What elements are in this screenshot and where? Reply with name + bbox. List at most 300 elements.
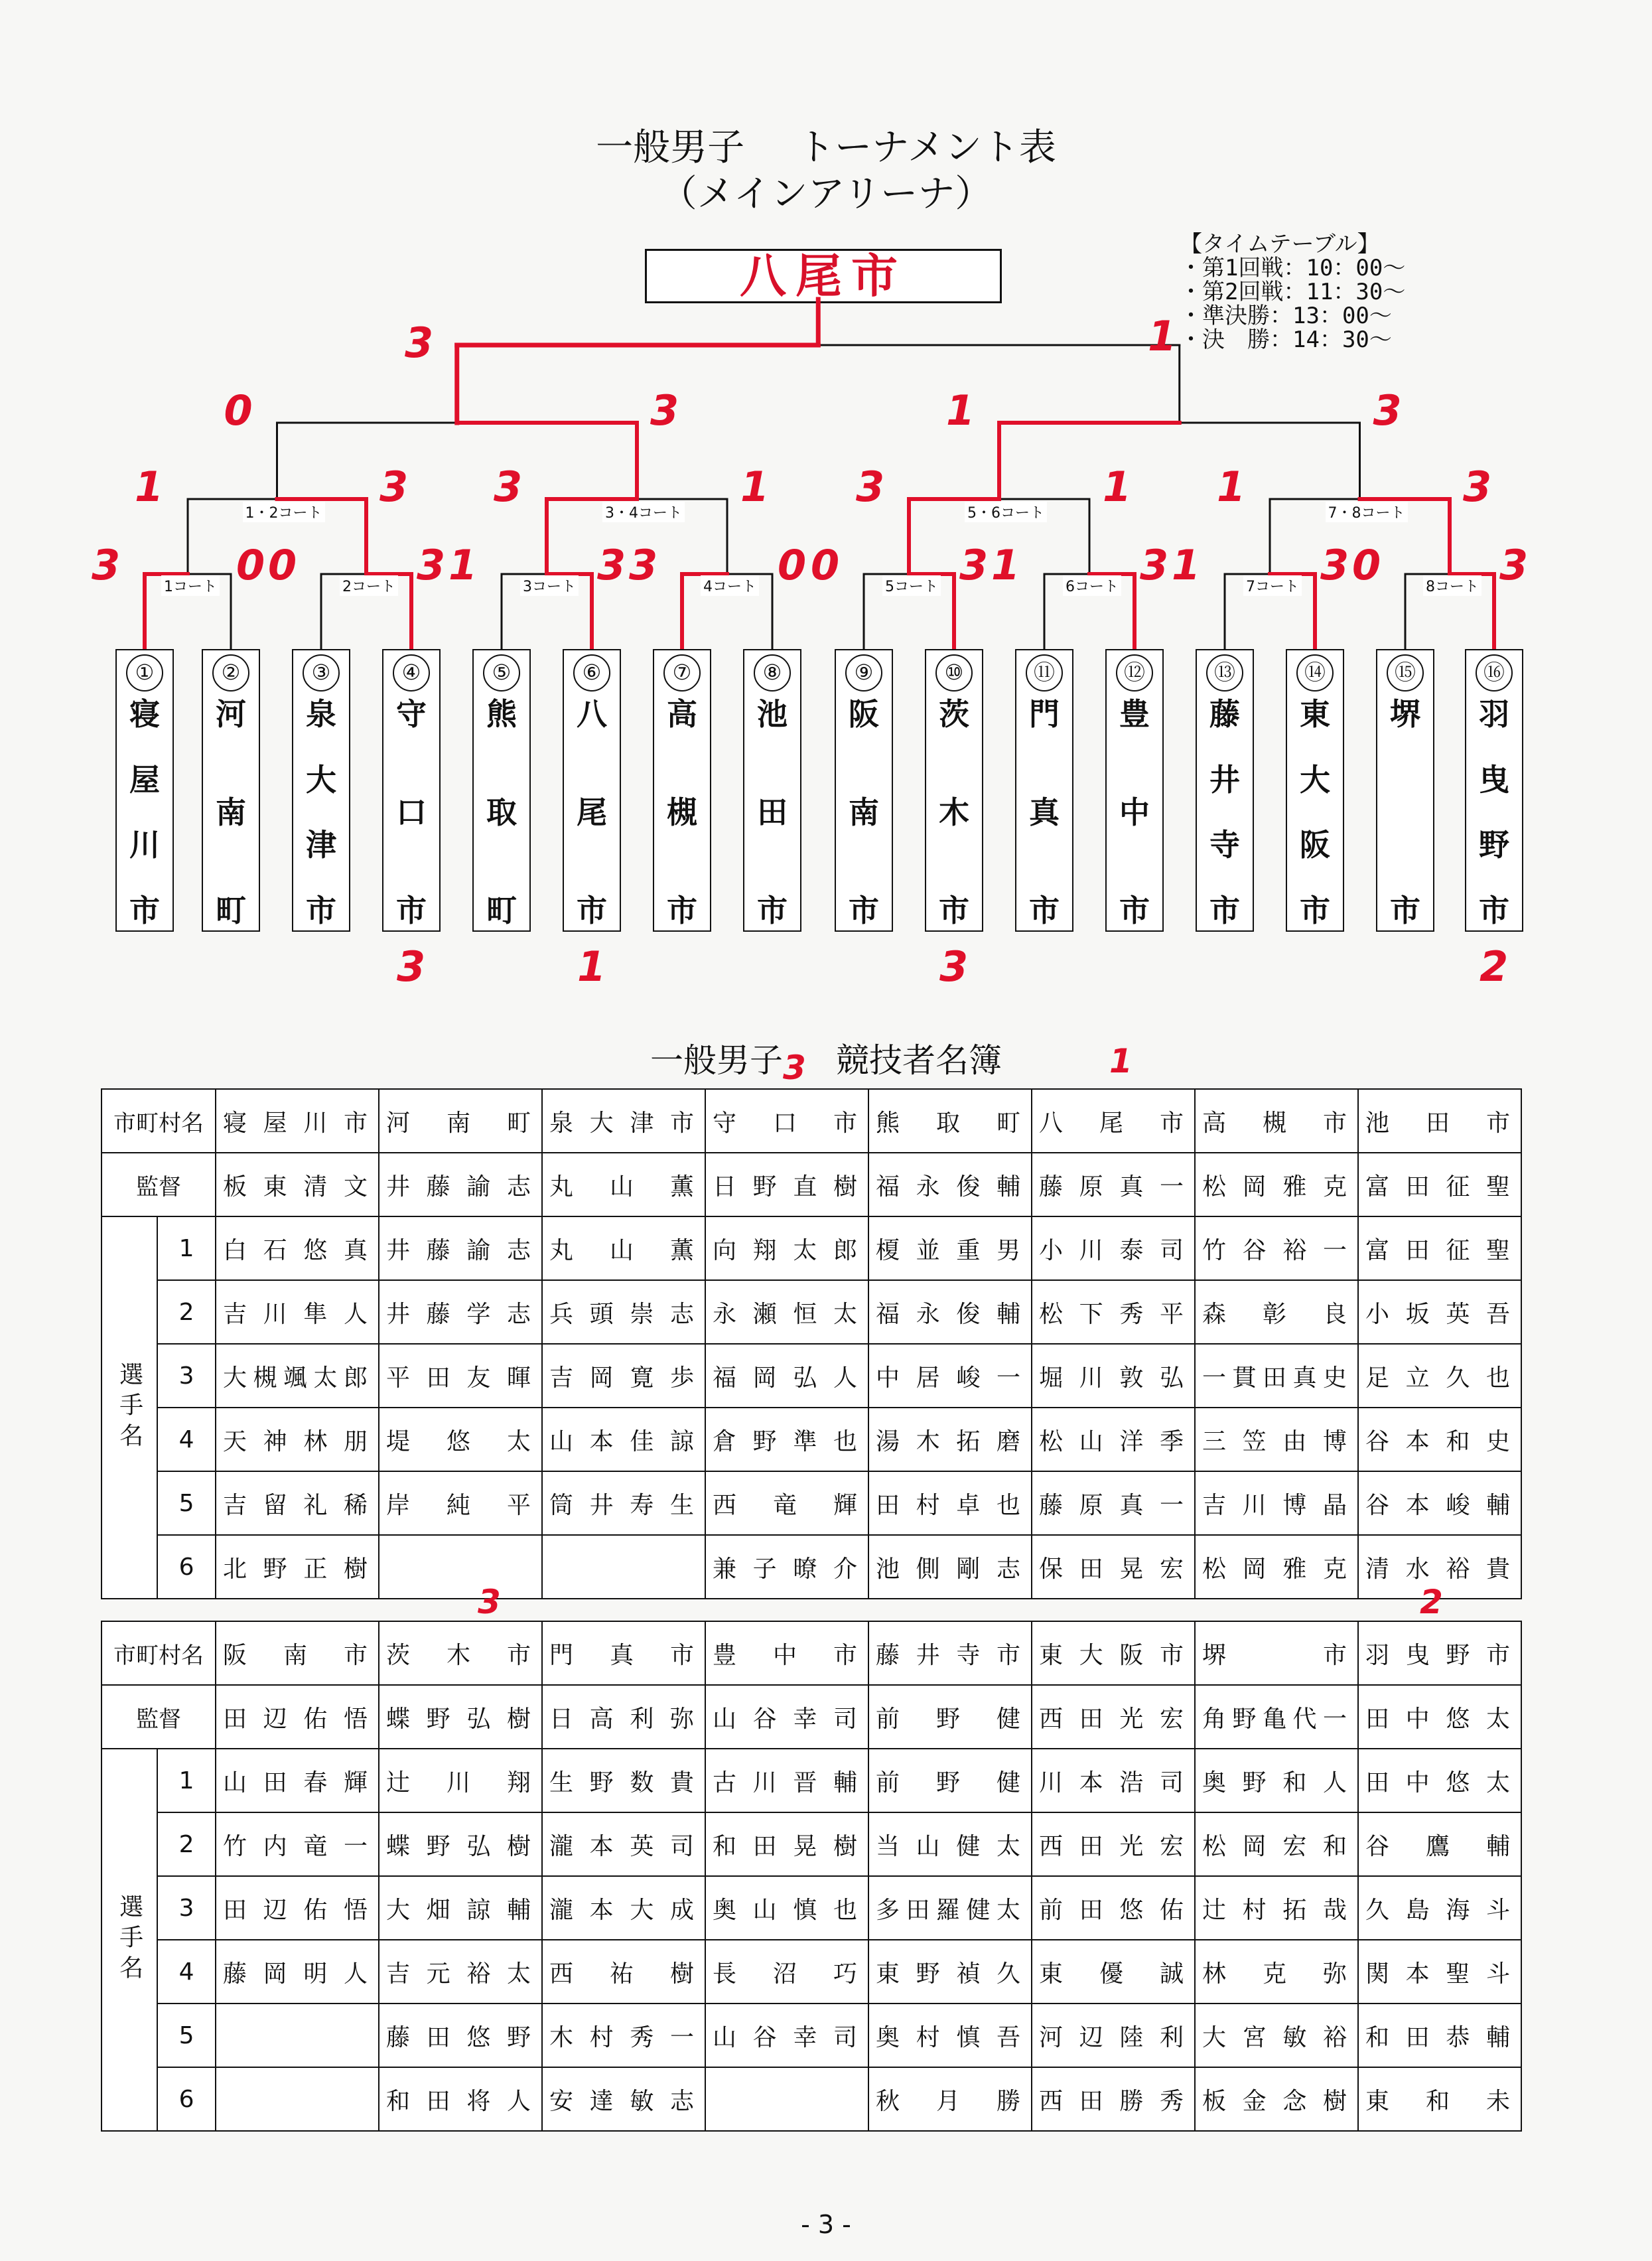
team-box [563,649,621,932]
team-name-char: 藤 [1209,696,1240,732]
player-name: 福永俊輔 [868,1280,1032,1344]
team-name-char: 市 [1119,893,1150,928]
team-number: ⑧ [754,654,791,692]
player-name: 久島海斗 [1358,1876,1521,1940]
team-number: ⑬ [1206,654,1243,692]
team-number: ② [212,654,249,692]
player-name: 池側剛志 [868,1535,1032,1599]
court-label: 1コート [161,575,220,596]
city-name: 池田市 [1358,1089,1521,1153]
player-name: 谷本和史 [1358,1408,1521,1471]
player-name: 板金念樹 [1195,2067,1358,2131]
team-name-char: 大 [306,761,336,798]
player-name: 藤田悠野 [379,2004,542,2067]
player-name: 西田光宏 [1032,1812,1195,1876]
team-name-char: 茨 [939,696,969,732]
roster-player-row [102,1749,1521,1812]
roster-player-row [102,2067,1521,2131]
team-name [1016,697,1072,928]
coach-name: 前野健 [868,1685,1032,1749]
roster-player-row [102,1535,1521,1599]
team-name-char: 口 [396,794,427,830]
player-name: 森彰良 [1195,1280,1358,1344]
score-mark: 1 [1217,463,1246,511]
team-name-char: 市 [1390,893,1420,928]
roster-player-row [102,1471,1521,1535]
team-box [925,649,983,932]
court-label: 1・2コート [243,502,325,522]
coach-name: 山谷幸司 [705,1685,868,1749]
score-mark: 1 [577,942,606,991]
team-name-char: 豊 [1119,696,1150,732]
coach-name: 福永俊輔 [868,1153,1032,1216]
score-mark: 3 [92,541,121,589]
team-name-char: 門 [1029,696,1060,732]
score-mark: 0 [224,386,253,435]
team-name [117,697,172,928]
team-name-char: 阪 [849,696,879,732]
player-name: 東野禎久 [868,1940,1032,2004]
score-mark: 1 [1172,541,1201,589]
player-name: 和田晃樹 [705,1812,868,1876]
coach-name: 日高利弥 [542,1685,705,1749]
players-label: 選手名 [102,1216,157,1599]
player-name: 吉岡寛歩 [542,1344,705,1408]
team-name-char: 市 [939,893,969,928]
player-name: 向翔太郎 [705,1216,868,1280]
team-name [926,697,982,928]
player-name: 吉留礼稀 [216,1471,379,1535]
player-name: 奥野和人 [1195,1749,1358,1812]
team-name [744,697,800,928]
court-label: 5・6コート [965,502,1047,522]
player-index: 3 [157,1344,216,1408]
player-name: 蝶野弘樹 [379,1812,542,1876]
team-box [835,649,893,932]
player-name: 岸純平 [379,1471,542,1535]
player-name: 小川泰司 [1032,1216,1195,1280]
court-label: 2コート [340,575,398,596]
court-label: 6コート [1063,575,1121,596]
player-name: 足立久也 [1358,1344,1521,1408]
team-name-char: 市 [667,893,697,928]
score-mark: 1 [135,463,164,511]
team-name-char: 寝 [129,696,160,732]
player-name: 兼子暸介 [705,1535,868,1599]
player-name-empty [379,1535,542,1599]
score-mark: 3 [856,463,885,511]
page-title: 一般男子 トーナメント表 [596,126,1056,169]
roster-player-row [102,1876,1521,1940]
annotation-mark: 1 [1109,1042,1133,1080]
team-number: ⑨ [845,654,882,692]
player-name: 松岡宏和 [1195,1812,1358,1876]
team-name [1377,697,1433,928]
player-name: 堤悠太 [379,1408,542,1471]
court-label: 8コート [1423,575,1481,596]
team-box [1015,649,1073,932]
score-mark: 1 [946,386,975,435]
team-name-char: 寺 [1209,827,1240,863]
roster-coach-row [102,1153,1521,1216]
city-name: 泉大津市 [542,1089,705,1153]
player-name: 一貫田真史 [1195,1344,1358,1408]
team-name [654,697,710,928]
player-name: 吉元裕太 [379,1940,542,2004]
player-index: 3 [157,1876,216,1940]
score-mark: 3 [597,541,626,589]
roster-player-row [102,1344,1521,1408]
coach-name: 板東清文 [216,1153,379,1216]
coach-name: 田中悠太 [1358,1685,1521,1749]
timetable-row: ・第1回戦：10：00〜 [1180,255,1406,281]
roster-title: 一般男子 競技者名簿 [650,1041,1002,1080]
city-name: 豊中市 [705,1621,868,1685]
player-name: 松下秀平 [1032,1280,1195,1344]
city-name: 羽曳野市 [1358,1621,1521,1685]
player-name: 兵頭崇志 [542,1280,705,1344]
player-index: 1 [157,1216,216,1280]
court-label: 3コート [520,575,579,596]
team-number: ④ [393,654,430,692]
roster-player-row [102,1280,1521,1344]
team-name-char: 津 [306,827,336,863]
score-mark: 1 [991,541,1020,589]
player-name: 林克弥 [1195,1940,1358,2004]
team-name-char: 尾 [577,794,607,830]
player-name: 山田春輝 [216,1749,379,1812]
score-mark: 0 [811,541,840,589]
team-name-char: 大 [1300,761,1330,798]
player-name: 三笠由博 [1195,1408,1358,1471]
player-name: 田辺佑悟 [216,1876,379,1940]
city-name: 河南町 [379,1089,542,1153]
player-name: 山本佳諒 [542,1408,705,1471]
team-number: ⑤ [483,654,520,692]
timetable-row: ・準決勝：13：00〜 [1180,303,1392,329]
winner-box: 八尾市 [645,249,1002,303]
city-name: 阪南市 [216,1621,379,1685]
player-name: 筒井寿生 [542,1471,705,1535]
city-name: 堺市 [1195,1621,1358,1685]
player-name: 西竜輝 [705,1471,868,1535]
roster-header-row [102,1089,1521,1153]
roster-player-row [102,1812,1521,1876]
player-index: 6 [157,1535,216,1599]
team-name-char: 南 [216,794,246,830]
coach-name: 松岡雅克 [1195,1153,1358,1216]
player-name: 河辺陸利 [1032,2004,1195,2067]
player-name: 吉川隼人 [216,1280,379,1344]
player-name: 白石悠真 [216,1216,379,1280]
player-name: 藤岡明人 [216,1940,379,2004]
team-name-char: 屋 [129,761,160,798]
player-name: 清水裕貴 [1358,1535,1521,1599]
player-name: 川本浩司 [1032,1749,1195,1812]
player-name: 吉川博晶 [1195,1471,1358,1535]
score-mark: 3 [939,942,969,991]
team-name-char: 羽 [1479,696,1509,732]
team-name-char: 市 [849,893,879,928]
player-name: 福岡弘人 [705,1344,868,1408]
team-number: ⑦ [663,654,701,692]
team-name-char: 野 [1479,827,1509,863]
player-name: 当山健太 [868,1812,1032,1876]
player-name: 山谷幸司 [705,2004,868,2067]
player-index: 2 [157,1812,216,1876]
coach-name: 日野直樹 [705,1153,868,1216]
score-mark: 3 [650,386,679,435]
team-name-char: 市 [757,893,788,928]
player-name: 秋月勝 [868,2067,1032,2131]
team-name-char: 市 [129,892,160,928]
player-index: 1 [157,1749,216,1812]
score-mark: 3 [1320,541,1349,589]
court-label: 4コート [701,575,759,596]
score-mark: 3 [494,463,523,511]
team-name [1466,697,1522,928]
team-box [743,649,801,932]
player-name: 瀧本大成 [542,1876,705,1940]
team-number: ⑭ [1296,654,1334,692]
city-name: 茨木市 [379,1621,542,1685]
team-name [1107,697,1162,928]
team-name-char: 町 [216,893,246,928]
coach-name: 丸山薫 [542,1153,705,1216]
player-index: 5 [157,2004,216,2067]
team-box [1376,649,1434,932]
team-name-char: 堺 [1390,696,1420,732]
team-name [474,697,529,928]
city-name: 東大阪市 [1032,1621,1195,1685]
team-name [836,697,892,928]
player-name: 木村秀一 [542,2004,705,2067]
player-index: 4 [157,1408,216,1471]
score-mark: 1 [740,463,770,511]
annotation-mark: 3 [478,1583,501,1621]
team-name-char: 井 [1209,761,1240,798]
team-name-char: 市 [306,892,336,928]
team-name-char: 泉 [306,696,336,732]
team-box [202,649,260,932]
score-mark: 0 [1352,541,1381,589]
court-label: 3・4コート [602,502,685,522]
city-name: 門真市 [542,1621,705,1685]
team-name [564,697,620,928]
player-name: 大畑諒輔 [379,1876,542,1940]
team-box [382,649,441,932]
annotation-mark: 3 [783,1049,806,1087]
player-name: 竹谷裕一 [1195,1216,1358,1280]
player-name: 西田勝秀 [1032,2067,1195,2131]
timetable-heading: 【タイムテーブル】 [1180,231,1380,257]
score-mark: 3 [1463,463,1492,511]
team-name [203,697,259,928]
team-name-char: 八 [577,696,607,732]
player-name: 井藤学志 [379,1280,542,1344]
player-name: 和田恭輔 [1358,2004,1521,2067]
team-box [1465,649,1523,932]
player-name: 長沼巧 [705,1940,868,2004]
team-number: ③ [303,654,340,692]
coach-name: 蝶野弘樹 [379,1685,542,1749]
player-name: 東和未 [1358,2067,1521,2131]
player-name: 辻川翔 [379,1749,542,1812]
player-name: 谷鷹輔 [1358,1812,1521,1876]
player-name: 小坂英吾 [1358,1280,1521,1344]
team-name [293,697,349,928]
header-label: 市町村名 [102,1089,216,1153]
team-name-char: 高 [667,696,697,732]
court-label: 7・8コート [1326,502,1408,522]
score-mark: 3 [1140,541,1169,589]
score-mark: 2 [1480,942,1509,991]
score-mark: 0 [236,541,265,589]
roster-table-2 [101,1621,1522,2132]
team-name [383,697,439,928]
roster-player-row [102,1408,1521,1471]
player-name: 松岡雅克 [1195,1535,1358,1599]
score-mark: 3 [405,319,434,367]
player-name: 古川晋輔 [705,1749,868,1812]
score-mark: 1 [1103,463,1132,511]
team-name-char: 曳 [1479,761,1509,798]
player-name-empty [216,2067,379,2131]
player-name: 北野正樹 [216,1535,379,1599]
player-name-empty [216,2004,379,2067]
player-name: 辻村拓哉 [1195,1876,1358,1940]
city-name: 寝屋川市 [216,1089,379,1153]
roster-header-row [102,1621,1521,1685]
player-name: 永瀬恒太 [705,1280,868,1344]
team-name-char: 池 [757,696,788,732]
annotation-mark: 2 [1420,1583,1443,1621]
coach-name: 井藤諭志 [379,1153,542,1216]
city-name: 熊取町 [868,1089,1032,1153]
player-name: 田中悠太 [1358,1749,1521,1812]
player-name: 西祐樹 [542,1940,705,2004]
team-name-char: 市 [396,893,427,928]
team-number: ⑥ [573,654,610,692]
timetable-row: ・決 勝：14：30〜 [1180,327,1392,353]
team-name-char: 中 [1119,794,1150,830]
player-name: 平田友暉 [379,1344,542,1408]
player-name: 奥村慎吾 [868,2004,1032,2067]
coach-name: 西田光宏 [1032,1685,1195,1749]
score-mark: 0 [778,541,807,589]
team-name-char: 市 [1029,893,1060,928]
team-name-char: 阪 [1300,827,1330,863]
player-index: 4 [157,1940,216,2004]
coach-name: 富田征聖 [1358,1153,1521,1216]
player-index: 5 [157,1471,216,1535]
player-name: 湯木拓磨 [868,1408,1032,1471]
team-name-char: 槻 [667,794,697,830]
team-name-char: 南 [849,794,879,830]
team-box [472,649,531,932]
score-mark: 0 [268,541,297,589]
player-name: 和田将人 [379,2067,542,2131]
player-name: 大槻颯太郎 [216,1344,379,1408]
page-number: - 3 - [801,2210,851,2239]
player-name: 竹内竜一 [216,1812,379,1876]
team-number: ⑯ [1476,654,1513,692]
team-name [1197,697,1253,928]
player-name: 倉野準也 [705,1408,868,1471]
team-name-char: 市 [1209,892,1240,928]
team-name-char: 町 [486,893,517,928]
roster-table-1 [101,1088,1522,1599]
player-name: 谷本峻輔 [1358,1471,1521,1535]
player-name: 関本聖斗 [1358,1940,1521,2004]
team-box [1196,649,1254,932]
team-number: ⑮ [1387,654,1424,692]
page-subtitle: （メインアリーナ） [659,173,993,216]
player-name: 榎並重男 [868,1216,1032,1280]
team-number: ⑩ [935,654,973,692]
player-name: 大宮敏裕 [1195,2004,1358,2067]
team-name-char: 木 [939,794,969,830]
team-number: ① [126,654,163,692]
player-name: 瀧本英司 [542,1812,705,1876]
team-name-char: 市 [1300,892,1330,928]
score-mark: 3 [629,541,658,589]
city-name: 高槻市 [1195,1089,1358,1153]
court-label: 5コート [882,575,941,596]
team-number: ⑪ [1026,654,1063,692]
score-mark: 3 [417,541,446,589]
city-name: 八尾市 [1032,1089,1195,1153]
player-name-empty [542,1535,705,1599]
player-name: 天神林朋 [216,1408,379,1471]
player-name: 東優誠 [1032,1940,1195,2004]
team-name-char: 守 [396,696,427,732]
team-name-char: 真 [1029,794,1060,830]
roster-player-row [102,2004,1521,2067]
player-name: 井藤諭志 [379,1216,542,1280]
coach-name: 角野亀代一 [1195,1685,1358,1749]
player-name: 前野健 [868,1749,1032,1812]
team-box [1286,649,1344,932]
score-mark: 1 [1148,312,1177,360]
team-name-char: 取 [486,794,517,830]
coach-label: 監督 [102,1153,216,1216]
player-name: 丸山薫 [542,1216,705,1280]
player-name: 生野数貴 [542,1749,705,1812]
players-label: 選手名 [102,1749,157,2131]
player-name: 堀川敦弘 [1032,1344,1195,1408]
player-name: 田村卓也 [868,1471,1032,1535]
player-name-empty [705,2067,868,2131]
roster-player-row [102,1216,1521,1280]
header-label: 市町村名 [102,1621,216,1685]
player-name: 奥山慎也 [705,1876,868,1940]
player-name: 保田晃宏 [1032,1535,1195,1599]
coach-label: 監督 [102,1685,216,1749]
score-mark: 3 [1499,541,1529,589]
city-name: 藤井寺市 [868,1621,1032,1685]
team-name [1287,697,1343,928]
team-box [115,649,174,932]
roster-player-row [102,1940,1521,2004]
team-name-char: 川 [129,827,160,863]
player-name: 中居峻一 [868,1344,1032,1408]
city-name: 守口市 [705,1089,868,1153]
player-name: 富田征聖 [1358,1216,1521,1280]
player-index: 2 [157,1280,216,1344]
team-box [1105,649,1164,932]
team-number: ⑫ [1116,654,1153,692]
